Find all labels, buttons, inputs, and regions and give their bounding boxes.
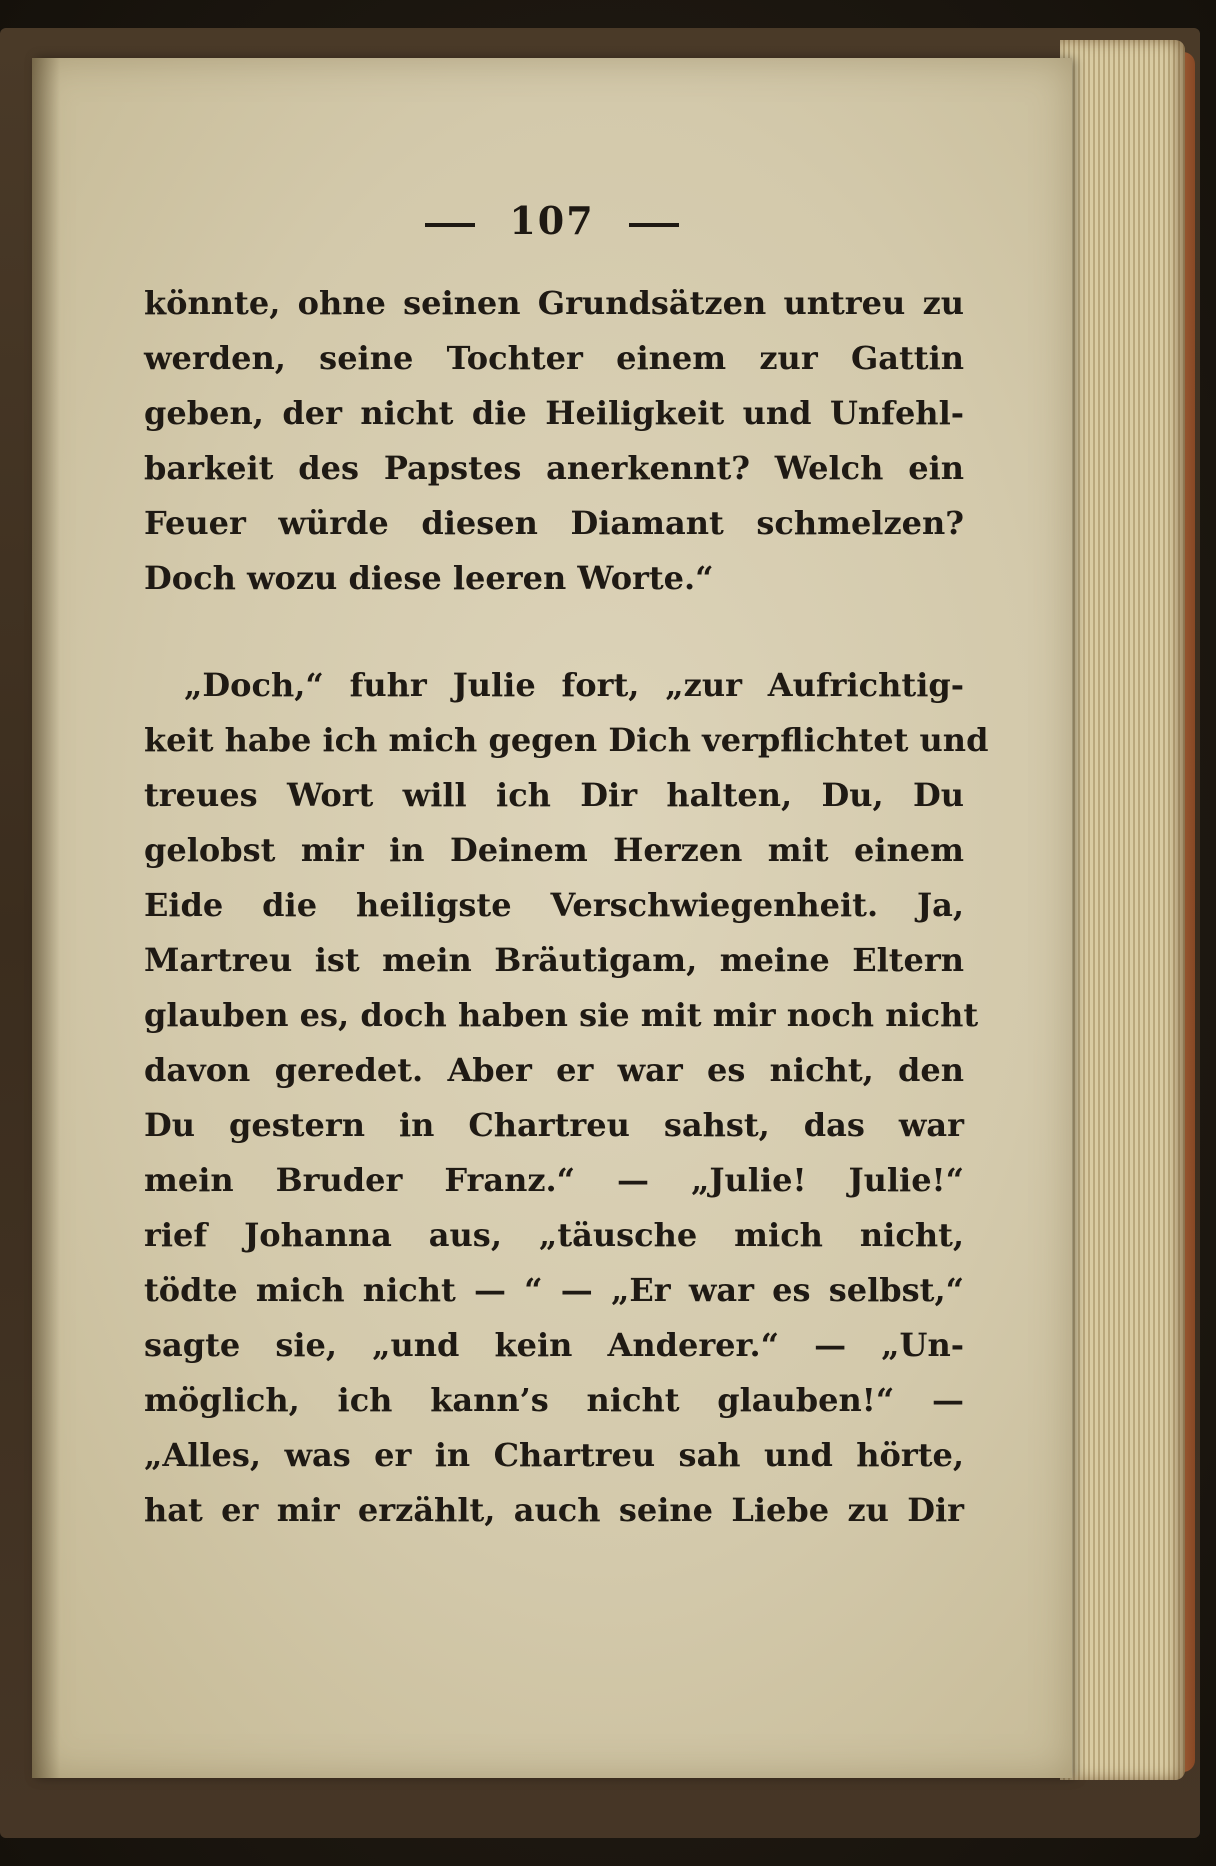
text-line: könnte, ohne seinen Grundsätzen untreu zu — [144, 284, 964, 322]
text-line: rief Johanna aus, „täusche mich nicht, — [144, 1216, 964, 1254]
paragraph-gap — [144, 606, 964, 658]
page-header — [32, 198, 1072, 243]
text-line: tödte mich nicht — “ — „Er war es selbst,“ — [144, 1271, 964, 1309]
page-number: 107 — [509, 198, 595, 243]
text-line: keit habe ich mich gegen Dich verpflichtet und — [144, 721, 989, 759]
text-line: möglich, ich kann’s nicht glauben!“ — — [144, 1381, 964, 1419]
text-line: Martreu ist mein Bräutigam, meine Eltern — [144, 941, 964, 979]
book-page — [32, 58, 1072, 1778]
gutter-shadow — [32, 58, 60, 1778]
text-line: geben, der nicht die Heiligkeit und Unfehl- — [144, 394, 964, 432]
text-line: barkeit des Papstes anerkennt? Welch ein — [144, 449, 964, 487]
text-line: hat er mir erzählt, auch seine Liebe zu Dir — [144, 1491, 964, 1529]
text-line: sagte sie, „und kein Anderer.“ — „Un- — [144, 1326, 964, 1364]
text-line: „Alles, was er in Chartreu sah und hörte, — [144, 1436, 964, 1474]
text-line: Feuer würde diesen Diamant schmelzen? — [144, 504, 964, 542]
text-line: Eide die heiligste Verschwiegenheit. Ja, — [144, 886, 964, 924]
page-stack — [1060, 40, 1185, 1780]
header-dash-right — [629, 223, 679, 227]
text-line: mein Bruder Franz.“ — „Julie! Julie!“ — [144, 1161, 964, 1199]
text-line: „Doch,“ fuhr Julie fort, „zur Aufrichtig- — [184, 666, 964, 704]
paragraph-2 — [144, 658, 989, 1538]
text-line: davon geredet. Aber er war es nicht, den — [144, 1051, 964, 1089]
text-line: Du gestern in Chartreu sahst, das war — [144, 1106, 964, 1144]
paragraph-1 — [144, 276, 964, 606]
text-line: glauben es, doch haben sie mit mir noch nicht — [144, 996, 979, 1034]
body-text — [144, 276, 989, 1538]
text-line: werden, seine Tochter einem zur Gattin — [144, 339, 964, 377]
text-line: treues Wort will ich Dir halten, Du, Du — [144, 776, 964, 814]
text-line: gelobst mir in Deinem Herzen mit einem — [144, 831, 964, 869]
header-dash-left — [425, 223, 475, 227]
text-line: Doch wozu diese leeren Worte.“ — [144, 559, 714, 597]
